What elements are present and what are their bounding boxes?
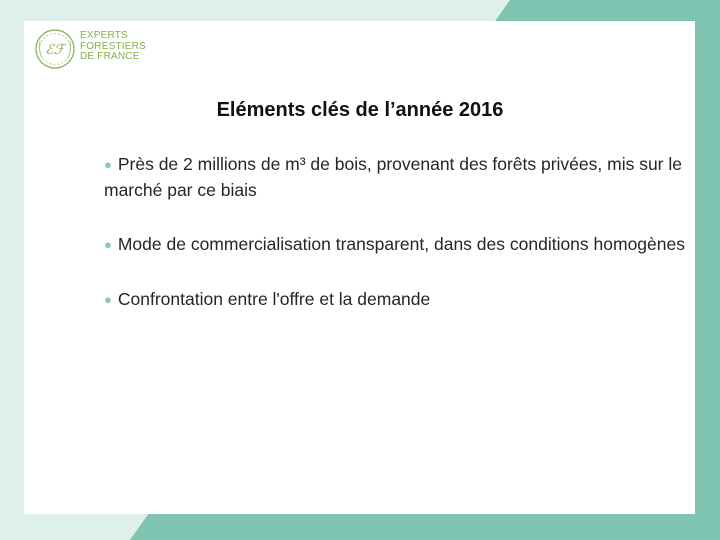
bullet-list (104, 152, 694, 342)
logo-wordmark (80, 31, 146, 63)
bullet-item (104, 232, 694, 258)
logo (34, 27, 144, 71)
slide-title: Eléments clés de l’année 2016 (216, 99, 504, 121)
bullet-text: Près de 2 millions de m³ de bois, provenant des forêts privées, mis sur le marché par ce biais (104, 154, 682, 200)
bullet-item (104, 152, 694, 203)
bullet-dot-icon: ● (104, 292, 112, 307)
logo-line-3: DE FRANCE (80, 51, 140, 62)
bullet-text: Confrontation entre l'offre et la demande (117, 289, 431, 309)
bullet-item (104, 287, 694, 313)
logo-line-1: EXPERTS (80, 30, 128, 41)
bullet-text: Mode de commercialisation transparent, dans des conditions homogènes (117, 234, 685, 254)
logo-line-2: FORESTIERS (80, 40, 146, 52)
ef-monogram-laurel-icon (34, 27, 78, 71)
svg-text:ℰℱ: ℰℱ (45, 42, 65, 58)
bullet-dot-icon: ● (104, 237, 112, 252)
bullet-dot-icon: ● (104, 157, 112, 172)
